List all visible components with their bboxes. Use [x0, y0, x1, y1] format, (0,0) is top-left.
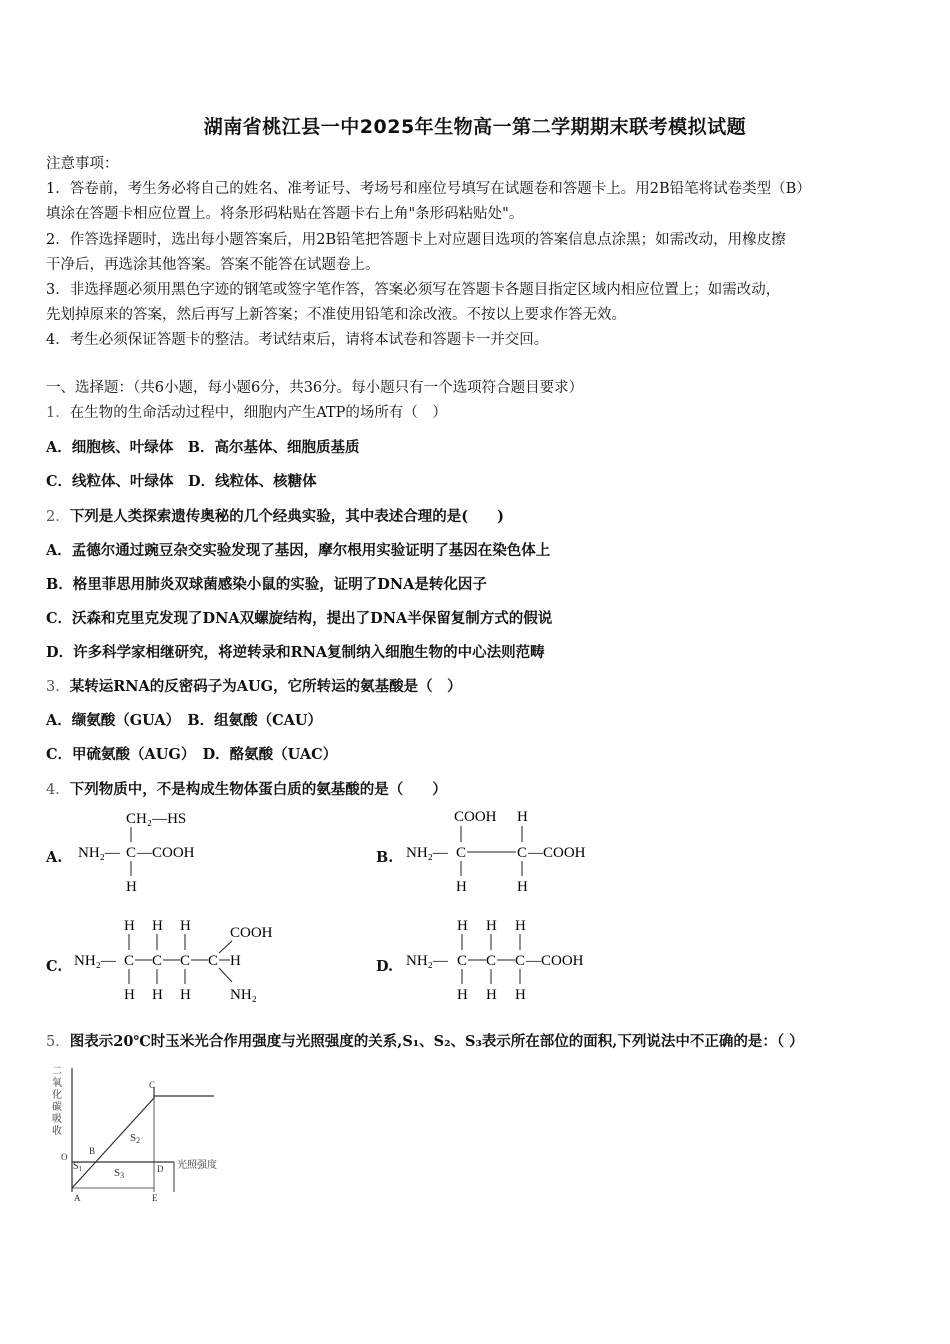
q3-options-ab: A．缬氨酸（GUA） B．组氨酸（CAU）: [46, 712, 323, 729]
question-3: [46, 675, 462, 696]
formula-c-h: H: [230, 953, 241, 969]
formula-b-carbon-1: C: [456, 845, 467, 861]
formula-c-carbon: C: [152, 953, 163, 969]
graph-point-e: E: [152, 1193, 158, 1203]
section-heading: 一、选择题：（共6小题，每小题6分，共36分。每小题只有一个选项符合题目要求）: [46, 380, 584, 396]
question-stem: 下列物质中，不是构成生物体蛋白质的氨基酸的是（ ）: [69, 781, 447, 798]
q1-options-ab: A．细胞核、叶绿体 B．高尔基体、细胞质基质: [46, 439, 360, 456]
notice-line-1: 1．答卷前，考生务必将自己的姓名、准考证号、考场号和座位号填写在试题卷和答题卡上。用2B铅笔将试卷类型（B）: [46, 181, 811, 197]
formula-c-carbon: C: [208, 953, 219, 969]
formula-d-left: NH₂—: [406, 953, 448, 969]
q2-option-a: A．孟德尔通过豌豆杂交实验发现了基因，摩尔根用实验证明了基因在染色体上: [46, 542, 551, 559]
formula-d: [402, 912, 622, 1007]
formula-d-h: H: [515, 918, 526, 934]
formula-b: [402, 804, 612, 899]
formula-c-carbon: C: [180, 953, 191, 969]
q4-option-c-label: C.: [46, 958, 63, 975]
notice-line-3: 2．作答选择题时，选出每小题答案后，用2B铅笔把答题卡上对应题目选项的答案信息点涂黑；如需改动，用橡皮擦: [46, 232, 786, 248]
formula-c-h: H: [180, 987, 191, 1003]
q4-option-a-label: A.: [46, 849, 63, 866]
q2-option-b: B．格里菲思用肺炎双球菌感染小鼠的实验，证明了DNA是转化因子: [46, 576, 487, 593]
question-4: [46, 778, 447, 799]
photosynthesis-graph: [46, 1060, 246, 1205]
question-stem: 下列是人类探索遗传奥秘的几个经典实验，其中表述合理的是( ): [69, 508, 504, 525]
formula-c-h: H: [152, 918, 163, 934]
formula-c-left: NH₂—: [74, 953, 116, 969]
formula-b-bottom-2: H: [517, 879, 528, 895]
formula-d-h: H: [486, 918, 497, 934]
graph-point-o: O: [61, 1152, 68, 1162]
formula-d-h: H: [486, 987, 497, 1003]
notice-line-5: 3．非选择题必须用黑色字迹的钢笔或签字笔作答，答案必须写在答题卡各题目指定区域内相应位置上；如需改动，: [46, 282, 781, 298]
q1-options-cd: C．线粒体、叶绿体 D．线粒体、核糖体: [46, 473, 317, 490]
question-number: 3．: [46, 679, 70, 695]
question-stem: 在生物的生命活动过程中，细胞内产生ATP的场所有（ ）: [69, 405, 447, 421]
q3-options-cd: C．甲硫氨酸（AUG） D．酪氨酸（UAC）: [46, 746, 338, 763]
formula-a-right: —COOH: [137, 845, 195, 861]
notice-line-4: 干净后，再选涂其他答案。答案不能答在试题卷上。: [46, 257, 380, 273]
question-stem: 图表示20℃时玉米光合作用强度与光照强度的关系,S₁、S₂、S₃表示所在部位的面积,下列说法中不正确的是：（ ）: [69, 1033, 804, 1050]
graph-area-s1: [73, 1161, 83, 1173]
formula-c-h: H: [152, 987, 163, 1003]
graph-area-s3: [114, 1167, 124, 1180]
notice-line-2: 填涂在答题卡相应位置上。将条形码粘贴在答题卡右上角"条形码粘贴处"。: [46, 206, 524, 222]
s1-s: S: [73, 1161, 79, 1172]
graph-ylabel: [52, 1066, 62, 1137]
formula-a-top: CH₂—HS: [126, 811, 187, 827]
exam-title: 湖南省桃江县一中2025年生物高一第二学期期末联考模拟试题: [203, 116, 747, 138]
formula-a-bottom: H: [126, 879, 137, 895]
formula-d-carbon: C: [486, 953, 497, 969]
formula-c-carbon: C: [124, 953, 135, 969]
s3-s: S: [114, 1167, 121, 1179]
q2-option-c: C．沃森和克里克发现了DNA双螺旋结构，提出了DNA半保留复制方式的假说: [46, 610, 553, 627]
q2-option-d: D．许多科学家相继研究，将逆转录和RNA复制纳入细胞生物的中心法则范畴: [46, 644, 545, 661]
formula-c: [72, 912, 292, 1007]
formula-a-left: NH₂—: [78, 845, 120, 861]
q4-option-d-label: D.: [376, 958, 394, 975]
formula-d-right: —COOH: [526, 953, 584, 969]
s3-sub: 3: [120, 1171, 125, 1180]
q4-option-b-label: B.: [376, 849, 394, 866]
question-number: 2．: [46, 509, 70, 525]
formula-b-carbon-2: C: [517, 845, 528, 861]
graph-point-b: B: [89, 1146, 96, 1156]
question-5: [46, 1030, 804, 1051]
formula-a: [72, 804, 222, 899]
question-2: [46, 505, 504, 526]
formula-d-carbon: C: [515, 953, 526, 969]
formula-a-carbon: C: [126, 845, 137, 861]
s2-sub: 2: [136, 1136, 141, 1145]
formula-d-h: H: [457, 987, 468, 1003]
graph-xlabel: 光照强度: [177, 1160, 217, 1171]
formula-b-top-1: COOH: [454, 809, 497, 825]
question-number: 5．: [46, 1034, 70, 1050]
question-1: [46, 401, 447, 422]
formula-c-cooh: COOH: [230, 925, 273, 941]
graph-point-a: A: [74, 1193, 81, 1203]
graph-ylabel-text: 二氧化碳吸收: [52, 1066, 62, 1137]
formula-b-left: NH₂—: [406, 845, 448, 861]
graph-area-s2: [130, 1132, 140, 1145]
formula-b-top-2: H: [517, 809, 528, 825]
notice-heading: 注意事项：: [46, 156, 119, 172]
graph-point-c: C: [149, 1080, 156, 1090]
notice-line-6: 先划掉原来的答案，然后再写上新答案；不准使用铅笔和涂改液。不按以上要求作答无效。: [46, 307, 626, 323]
question-number: 1．: [46, 405, 70, 421]
s2-s: S: [130, 1132, 137, 1144]
formula-d-h: H: [457, 918, 468, 934]
formula-c-h: H: [124, 987, 135, 1003]
formula-b-right: —COOH: [528, 845, 586, 861]
formula-d-h: H: [515, 987, 526, 1003]
formula-d-carbon: C: [457, 953, 468, 969]
formula-c-h: H: [180, 918, 191, 934]
notice-line-7: 4．考生必须保证答题卡的整洁。考试结束后，请将本试卷和答题卡一并交回。: [46, 332, 549, 348]
question-number: 4．: [46, 782, 70, 798]
formula-b-bottom-1: H: [456, 879, 467, 895]
formula-c-h: H: [124, 918, 135, 934]
s1-sub: 1: [78, 1165, 83, 1173]
question-stem: 某转运RNA的反密码子为AUG，它所转运的氨基酸是（ ）: [69, 678, 462, 695]
formula-c-nh2: NH₂: [230, 987, 257, 1003]
graph-point-d: D: [157, 1164, 164, 1174]
